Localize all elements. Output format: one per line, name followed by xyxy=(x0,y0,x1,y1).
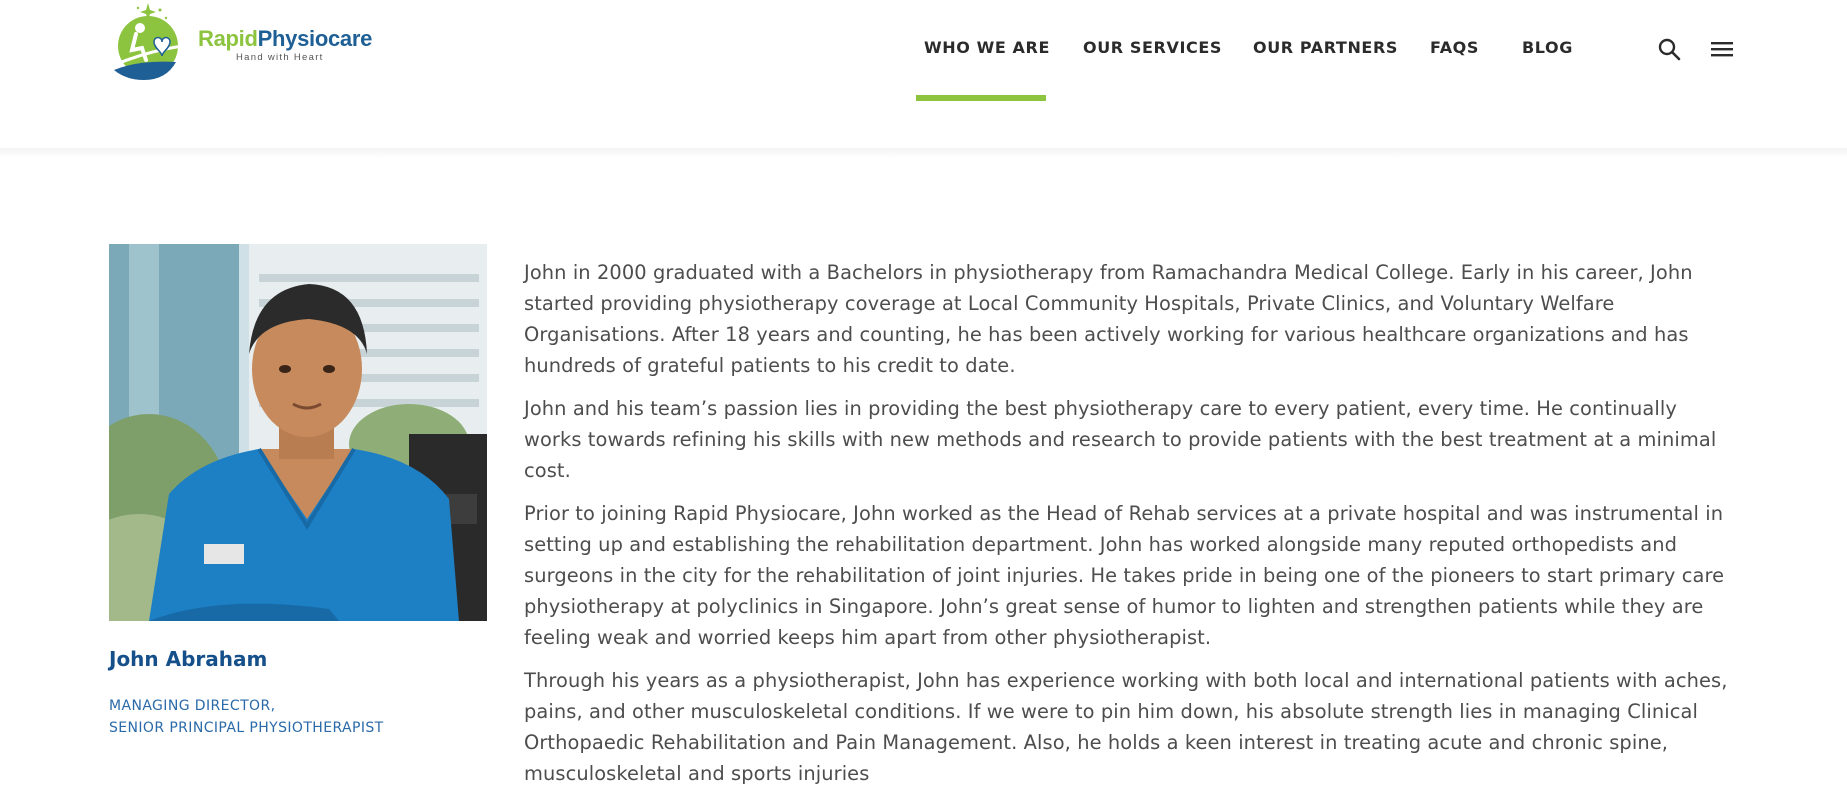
profile-photo xyxy=(109,244,487,621)
logo-physiocare-text: Physiocare xyxy=(257,26,373,51)
logo-rapid-text: Rapid xyxy=(198,26,258,51)
nav-item-our-partners[interactable]: OUR PARTNERS xyxy=(1253,38,1399,57)
bio-paragraph-1: John in 2000 graduated with a Bachelors in physiotherapy from Ramachandra Medical College. Early in his career, John started providing physiotherapy coverage at Local Community Hospitals, Private Clinics, and Voluntary Welfare Organisations. After 18 years and counting, he has been actively working for various healthcare organizations and has hundreds of grateful patients to his credit to date. xyxy=(524,261,1693,377)
profile-bio xyxy=(524,257,1734,791)
hamburger-menu-icon[interactable] xyxy=(1709,36,1735,62)
logo-icon xyxy=(108,0,190,82)
logo-tagline: Hand with Heart xyxy=(236,52,324,63)
nav-item-our-services[interactable]: OUR SERVICES xyxy=(1083,38,1222,57)
profile-name: John Abraham xyxy=(109,647,268,671)
header-divider xyxy=(0,148,1847,158)
nav-active-indicator xyxy=(916,95,1046,101)
site-header xyxy=(0,0,1847,152)
search-icon[interactable] xyxy=(1656,36,1682,62)
nav-item-who-we-are[interactable]: WHO WE ARE xyxy=(924,38,1050,57)
profile-role-line-1: MANAGING DIRECTOR, xyxy=(109,698,276,714)
profile-role-line-2: SENIOR PRINCIPAL PHYSIOTHERAPIST xyxy=(109,720,384,736)
nav-item-blog[interactable]: BLOG xyxy=(1522,38,1573,57)
bio-paragraph-2: John and his team’s passion lies in providing the best physiotherapy care to every patient, every time. He continually works towards refining his skills with new methods and research to provide patients with the best treatment at a minimal cost. xyxy=(524,397,1717,482)
logo-wordmark xyxy=(198,26,372,52)
bio-paragraph-4: Through his years as a physiotherapist, John has experience working with both local and international patients with aches, pains, and other musculoskeletal conditions. If we were to pin him down, his absolute strength lies in managing Clinical Orthopaedic Rehabilitation and Pain Management. Also, he holds a keen interest in treating acute and chronic spine, musculoskeletal and sports injuries xyxy=(524,669,1728,785)
bio-paragraph-3: Prior to joining Rapid Physiocare, John worked as the Head of Rehab services at a private hospital and was instrumental in setting up and establishing the rehabilitation department. John has worked alongside many reputed orthopedists and surgeons in the city for the rehabilitation of joint injuries. He takes pride in being one of the pioneers to start primary care physiotherapy at polyclinics in Singapore. John’s great sense of humor to lighten and strengthen patients while they are feeling weak and worried keeps him apart from other physiotherapist. xyxy=(524,502,1725,649)
site-logo[interactable] xyxy=(108,0,373,82)
nav-item-faqs[interactable]: FAQS xyxy=(1430,38,1480,57)
